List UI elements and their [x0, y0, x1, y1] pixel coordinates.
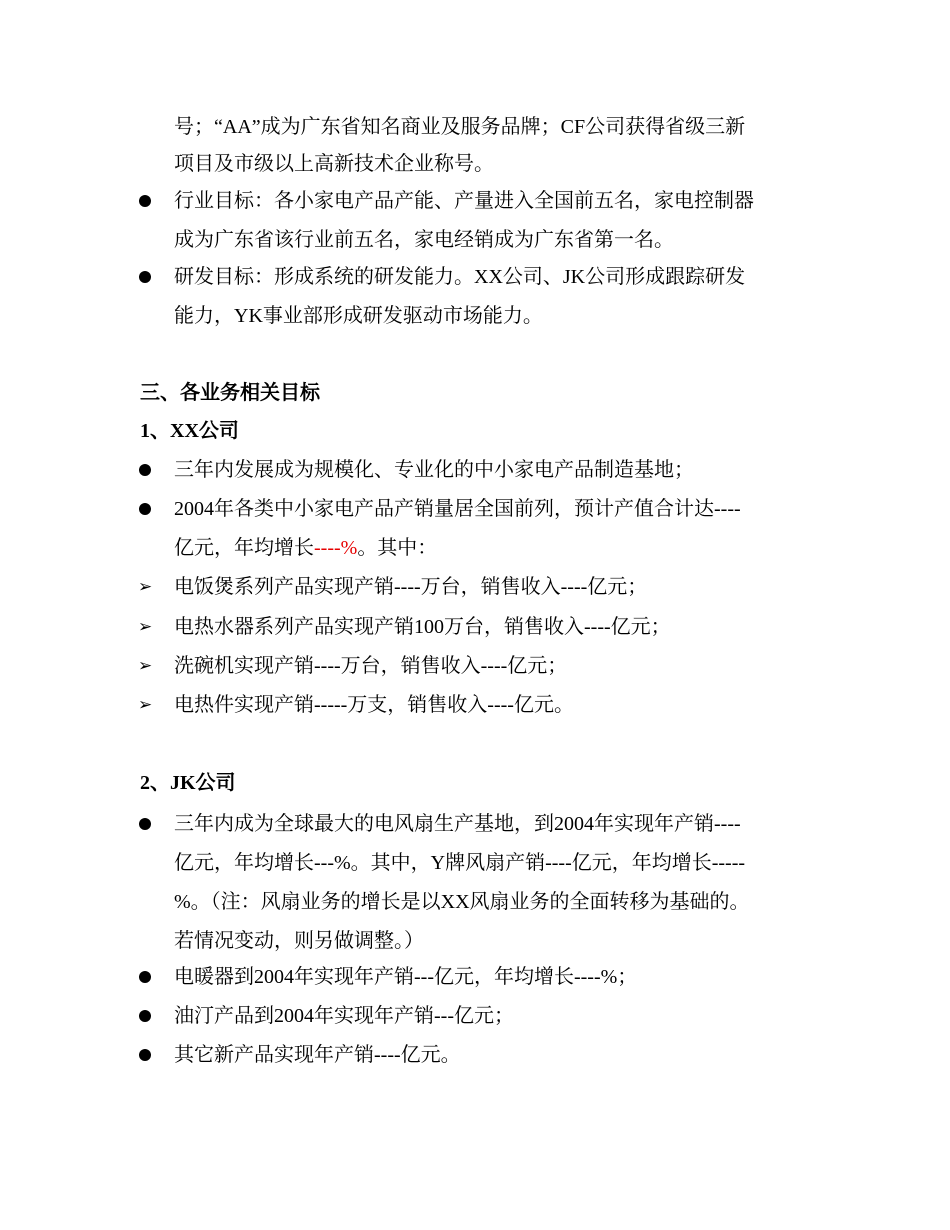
bullet-jk-new-products: 其它新产品实现年产销----亿元。 [174, 1044, 461, 1066]
text-run: 。其中： [357, 537, 438, 559]
arrow-bullet-icon: ➢ [138, 617, 153, 637]
bullet-industry-goal-line: 行业目标：各小家电产品产能、产量进入全国前五名，家电控制器 [174, 190, 754, 212]
highlighted-growth-rate: ----% [314, 537, 358, 559]
bullet-jk-oil-heater: 油汀产品到2004年实现年产销---亿元； [174, 1005, 514, 1027]
subsection-heading-xx: 1、XX公司 [140, 420, 239, 442]
bullet-xx-2004-line: 2004年各类中小家电产品产销量居全国前列，预计产值合计达---- [174, 498, 741, 520]
arrow-bullet-icon: ➢ [138, 577, 153, 597]
paragraph-continuation-line: 号；“AA”成为广东省知名商业及服务品牌；CF公司获得省级三新 [174, 116, 746, 138]
bullet-jk-fan-line: 三年内成为全球最大的电风扇生产基地，到2004年实现年产销---- [174, 813, 741, 835]
bullet-jk-heater: 电暖器到2004年实现年产销---亿元，年均增长----%； [174, 966, 638, 988]
bullet-xx-2004-line [174, 535, 437, 561]
bullet-dot-icon [139, 818, 151, 830]
arrow-bullet-icon: ➢ [138, 695, 153, 715]
bullet-dot-icon [139, 271, 151, 283]
bullet-jk-fan-line: 若情况变动，则另做调整。） [174, 930, 424, 952]
bullet-dot-icon [139, 971, 151, 983]
bullet-dot-icon [139, 464, 151, 476]
bullet-jk-fan-line: %。（注：风扇业务的增长是以XX风扇业务的全面转移为基础的。 [174, 891, 750, 913]
arrow-item-dishwasher: 洗碗机实现产销----万台，销售收入----亿元； [174, 655, 568, 677]
bullet-rd-goal-line: 研发目标：形成系统的研发能力。XX公司、JK公司形成跟踪研发 [174, 266, 746, 288]
arrow-item-water-heater: 电热水器系列产品实现产销100万台，销售收入----亿元； [174, 616, 671, 638]
arrow-bullet-icon: ➢ [138, 656, 153, 676]
bullet-xx-base: 三年内发展成为规模化、专业化的中小家电产品制造基地； [174, 459, 694, 481]
arrow-item-heating-element: 电热件实现产销-----万支，销售收入----亿元。 [174, 694, 574, 716]
paragraph-continuation-line: 项目及市级以上高新技术企业称号。 [174, 153, 494, 175]
bullet-dot-icon [139, 1010, 151, 1022]
subsection-heading-jk: 2、JK公司 [140, 772, 236, 794]
bullet-dot-icon [139, 195, 151, 207]
bullet-dot-icon [139, 503, 151, 515]
bullet-dot-icon [139, 1049, 151, 1061]
arrow-item-rice-cooker: 电饭煲系列产品实现产销----万台，销售收入----亿元； [174, 576, 648, 598]
bullet-industry-goal-line: 成为广东省该行业前五名，家电经销成为广东省第一名。 [174, 229, 674, 251]
text-run: 亿元，年均增长 [174, 537, 314, 559]
bullet-jk-fan-line: 亿元，年均增长---%。其中，Y牌风扇产销----亿元，年均增长----- [174, 852, 746, 874]
section-heading: 三、各业务相关目标 [140, 382, 320, 404]
bullet-rd-goal-line: 能力，YK事业部形成研发驱动市场能力。 [174, 305, 543, 327]
